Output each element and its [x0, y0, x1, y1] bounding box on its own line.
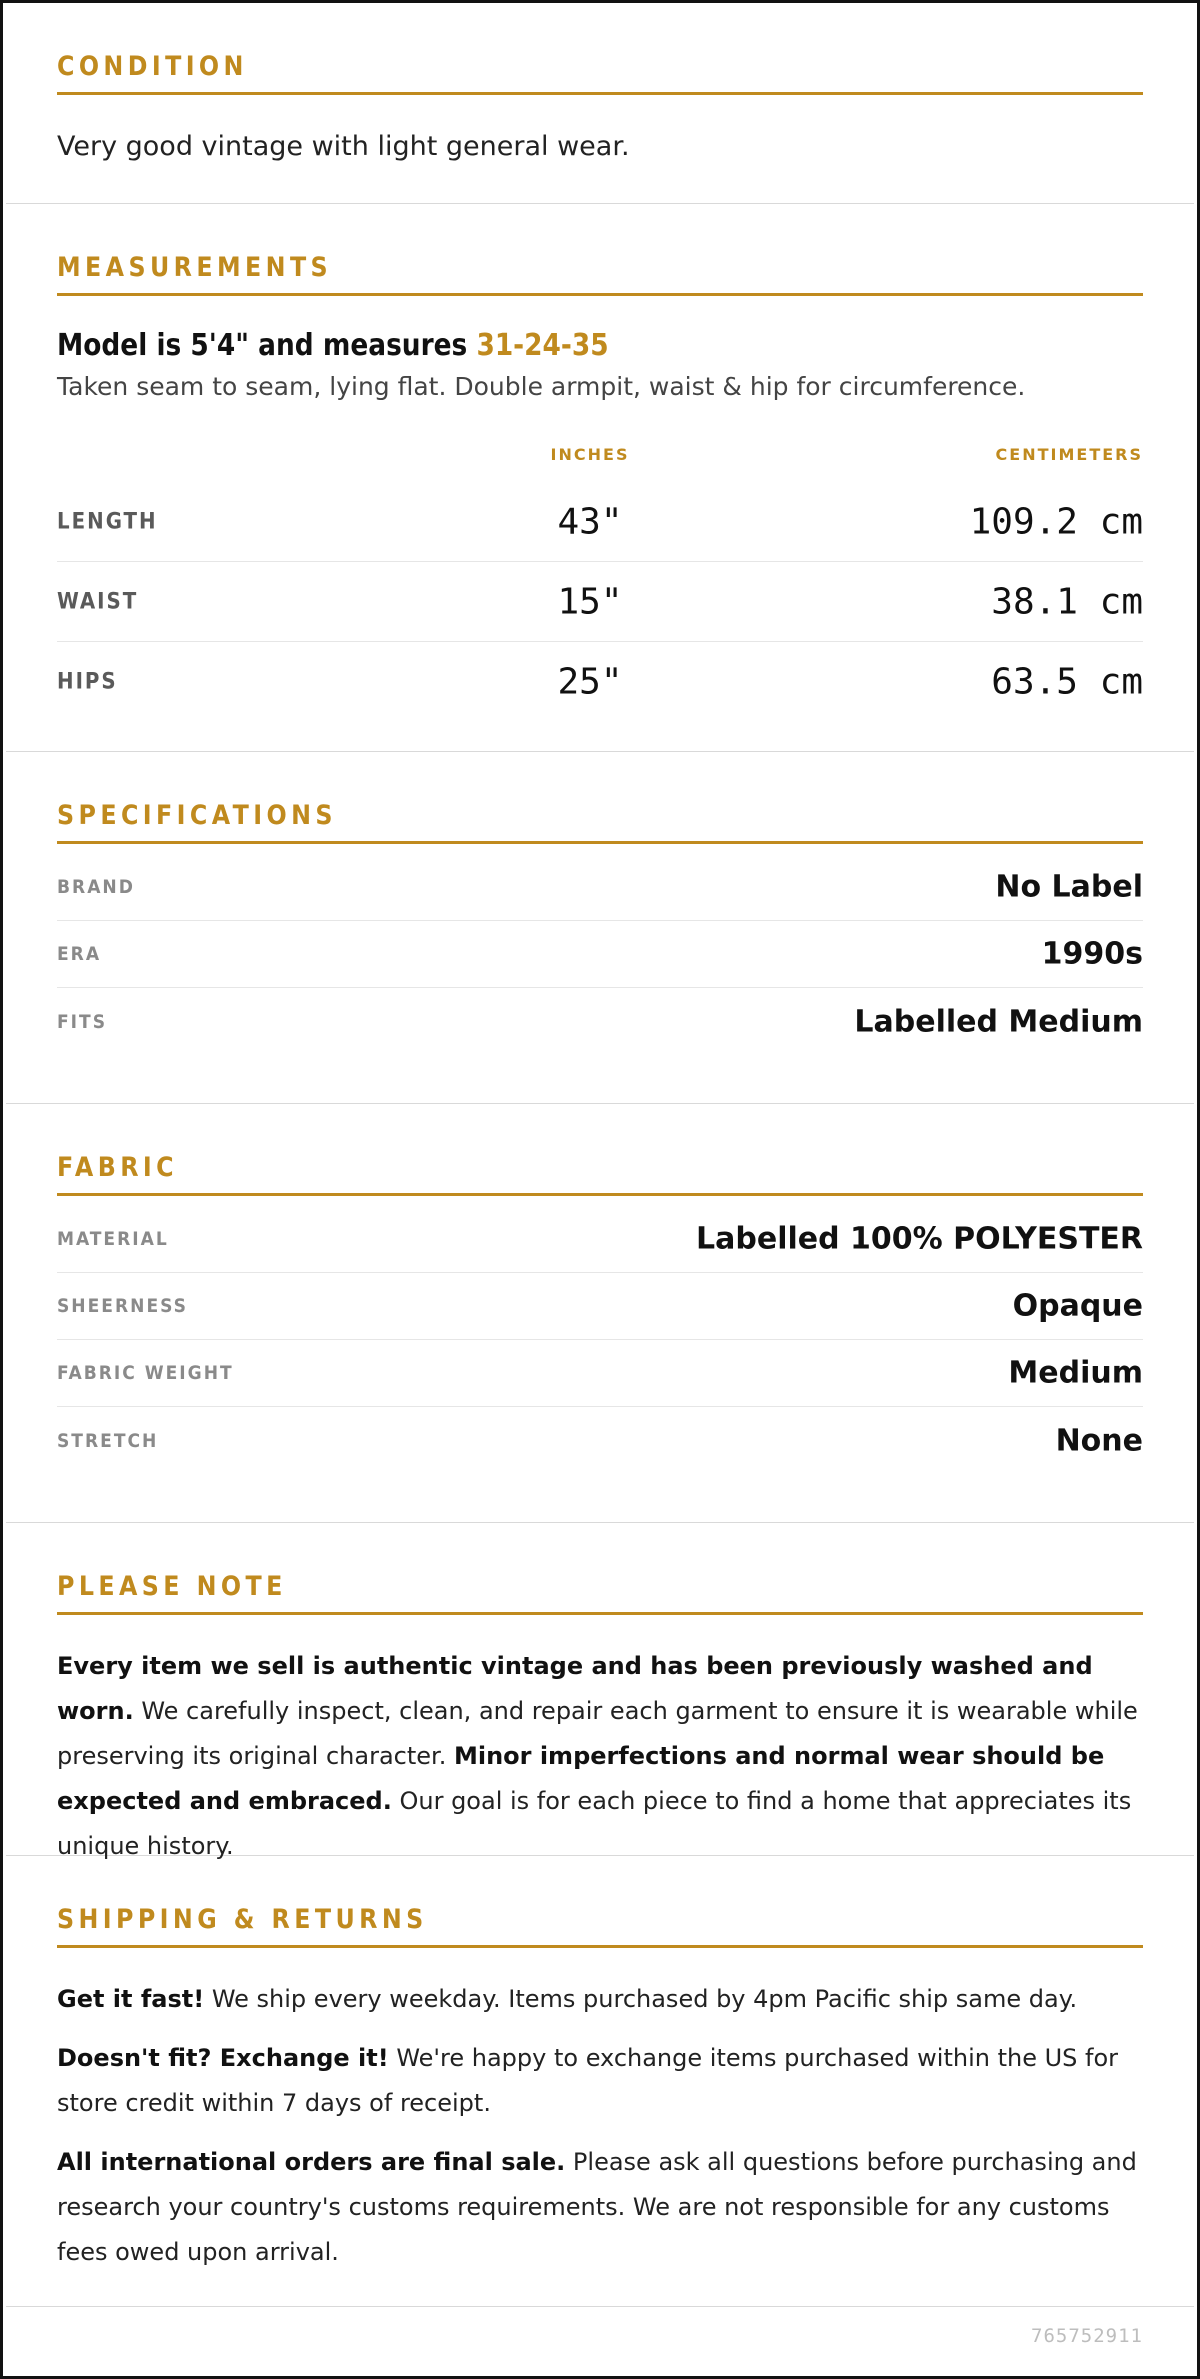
shipping-paragraph-2 [57, 2036, 1143, 2126]
fabric-row-stretch [57, 1407, 1143, 1474]
shipping-returns-section [6, 1856, 1194, 2307]
shipping-bold-3: All international orders are final sale. [57, 2148, 566, 2176]
spec-value: No Label [995, 869, 1143, 905]
condition-text: Very good vintage with light general wear. [57, 131, 630, 162]
please-note-paragraph [57, 1644, 1143, 1869]
shipping-text-2: We're happy to exchange items purchased within the US for store credit within 7 days of receipt. [57, 2044, 1119, 2117]
shipping-text-1: We ship every weekday. Items purchased by 4pm Pacific ship same day. [204, 1985, 1078, 2013]
fabric-value: Opaque [1012, 1288, 1143, 1324]
centimeters-column-header: CENTIMETERS [995, 445, 1143, 464]
model-measures-value: 31-24-35 [476, 328, 609, 363]
fabric-label: MATERIAL [57, 1228, 169, 1250]
fabric-row-sheerness [57, 1273, 1143, 1340]
fabric-label: SHEERNESS [57, 1295, 188, 1317]
measurements-subtitle: Taken seam to seam, lying flat. Double armpit, waist & hip for circumference. [57, 372, 1026, 401]
spec-label: ERA [57, 943, 102, 965]
note-text-1: We carefully inspect, clean, and repair each garment to ensure it is wearable while preserving its original character. [57, 1697, 1138, 1770]
specifications-heading: SPECIFICATIONS [57, 798, 1143, 844]
measurement-cm: 109.2 cm [969, 501, 1143, 542]
please-note-heading: PLEASE NOTE [57, 1569, 1143, 1615]
note-bold-1: Every item we sell is authentic vintage and has been previously washed and worn. [57, 1652, 1093, 1725]
model-measurements [57, 328, 609, 363]
measurement-inches: 25" [557, 661, 623, 703]
note-text-2: Our goal is for each piece to find a home that appreciates its unique history. [57, 1787, 1132, 1860]
please-note-section [6, 1523, 1194, 1860]
shipping-bold-1: Get it fast! [57, 1985, 205, 2013]
fabric-value: Medium [1008, 1355, 1143, 1391]
measurement-cm: 63.5 cm [991, 661, 1143, 703]
shipping-text-3: Please ask all questions before purchasing and research your country's customs requirements. We are not responsible for any customs fees owed upon arrival. [57, 2148, 1137, 2266]
shipping-paragraph-3 [57, 2140, 1143, 2275]
model-prefix: Model is 5'4" and measures [57, 328, 477, 363]
shipping-bold-2: Doesn't fit? Exchange it! [57, 2044, 389, 2072]
fabric-value: None [1055, 1423, 1143, 1458]
inches-column-header: INCHES [550, 445, 630, 464]
fabric-row-material [57, 1206, 1143, 1273]
fabric-row-weight [57, 1340, 1143, 1407]
spec-row-era [57, 921, 1143, 988]
item-id: 765752911 [1031, 2325, 1143, 2347]
specifications-section [6, 752, 1194, 1104]
shipping-paragraph-1 [57, 1977, 1143, 2022]
condition-heading: CONDITION [57, 49, 1143, 95]
fabric-section [6, 1104, 1194, 1523]
measurement-row-hips [57, 642, 1143, 722]
measurement-inches: 43" [557, 501, 623, 542]
fabric-heading: FABRIC [57, 1150, 1143, 1196]
shipping-returns-heading: SHIPPING & RETURNS [57, 1902, 1143, 1948]
measurement-row-length [57, 482, 1143, 562]
measurement-inches: 15" [557, 581, 623, 622]
measurement-cm: 38.1 cm [991, 581, 1143, 622]
fabric-value: Labelled 100% POLYESTER [696, 1221, 1143, 1257]
fabric-label: STRETCH [57, 1429, 159, 1452]
spec-label: BRAND [57, 876, 135, 898]
condition-section [6, 3, 1194, 204]
measurement-label: LENGTH [57, 509, 158, 534]
measurements-section [6, 204, 1194, 752]
fabric-label: FABRIC WEIGHT [57, 1362, 234, 1384]
spec-value: Labelled Medium [854, 1004, 1143, 1039]
measurements-heading: MEASUREMENTS [57, 250, 1143, 296]
spec-label: FITS [57, 1010, 108, 1033]
spec-row-fits [57, 988, 1143, 1055]
spec-value: 1990s [1041, 936, 1143, 972]
spec-row-brand [57, 854, 1143, 921]
note-bold-2: Minor imperfections and normal wear should be expected and embraced. [57, 1742, 1105, 1815]
measurement-row-waist [57, 562, 1143, 642]
measurement-label: WAIST [57, 589, 139, 614]
measurement-label: HIPS [57, 669, 118, 695]
